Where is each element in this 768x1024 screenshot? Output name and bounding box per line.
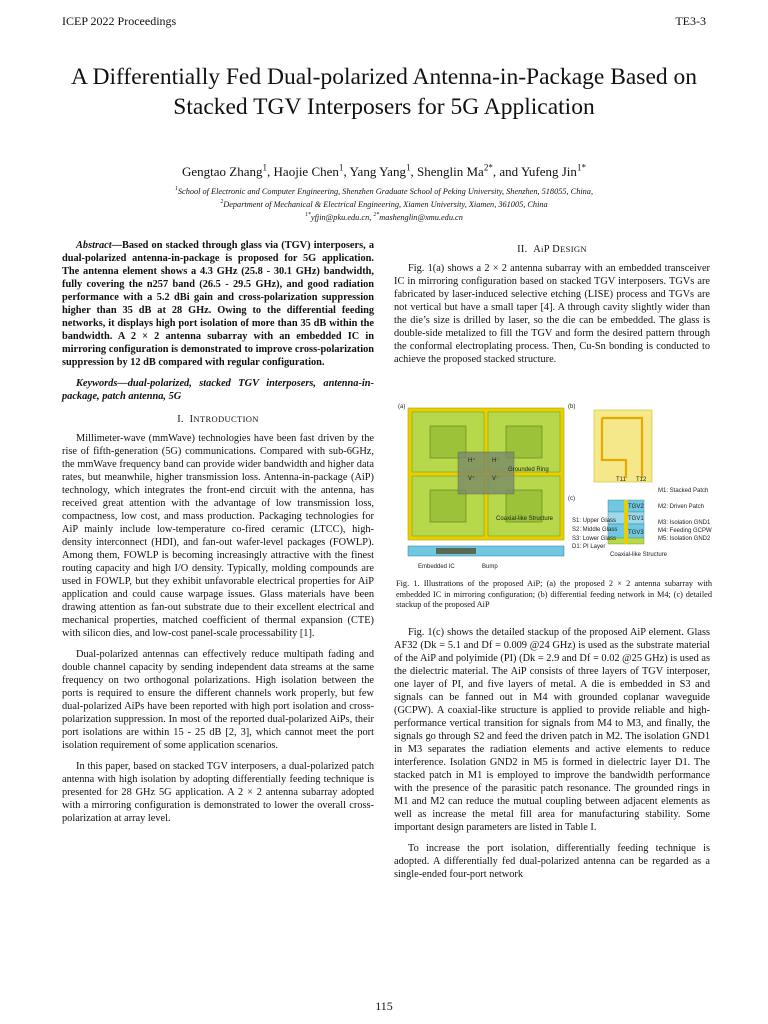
svg-text:V⁺: V⁺ (468, 476, 476, 482)
left-column (62, 239, 374, 833)
embedded-ic-label: Embedded IC (418, 564, 455, 570)
svg-text:M3: Isolation GND1: M3: Isolation GND1 (658, 520, 711, 526)
svg-text:M4: Feeding GCPW: M4: Feeding GCPW (658, 528, 712, 534)
running-header (62, 14, 706, 30)
paragraph: In this paper, based on stacked TGV interposers, a dual-polarized patch antenna with high isolation by adopting differentially feeding technique is presented for 28 GHz 5G application. A 2 × 2 antenna subarray adopted with a mirroring configuration is demonstrated to lower the overall cross-polarization at array level. (62, 761, 374, 824)
section-heading-introduction: I. INTRODUCTION (177, 414, 259, 425)
author: Haojie Chen (273, 164, 339, 179)
svg-text:D1: PI Layer: D1: PI Layer (572, 544, 606, 550)
port-label: T11 (616, 477, 626, 483)
cross-section-strip (408, 546, 564, 556)
paragraph: Fig. 1(c) shows the detailed stackup of the proposed AiP element. Glass AF32 (Dk = 5.1 and Df = 0.009 @24 GHz) is used as the substrate material of the AiP and polyimide (PI) (Dk = 2.9 and Df = 0.02 @25 GHz) is used as the dielectric material. The AiP consists of three layers of TGV interposer, one layer of PI, and five layers of metal. A die is embedded in S3 and signals can be fanned out in M4 with grounded coplanar waveguide (GCPW). A coaxial-like structure is applied to provide reliable and high-performance vertical transition for signals from M4 to M3, and finally, the signals go through S2 and feed the driven patch in M2. The isolation GND1 in M3 separates the radiation elements and active elements to reduce interference. Isolation GND2 in M5 is formed in dielectric layer D1. The stacked patch in M1 is employed to improve the bandwidth performance with the presence of the parasitic patch resonance. The grounded rings in M1 and M2 can reduce the mutual coupling between adjacent elements as well as increase the metal fill area for manufacturing stability. Some important design parameters are listed in Table I. (394, 627, 710, 833)
right-column-bottom (394, 626, 710, 889)
figure-1 (396, 400, 712, 574)
email-link[interactable]: mashenglin@xmu.edu.cn (379, 213, 463, 222)
page-number: 115 (375, 999, 393, 1013)
author-list: Gengtao Zhang$^1$, Haojie Chen$^1$, Yang Yang$^1$, Shenglin $Ma^{2*}$, and Yufeng Jin$^{1*}$ (181, 162, 587, 179)
stackup-panel (572, 488, 712, 558)
affiliation-1: $^1$School of Electronic and Computer Engineering, Shenzhen Graduate School of Peking University, Shenzhen, 518055, China, (174, 186, 594, 196)
proceedings-name: ICEP 2022 Proceedings (62, 14, 177, 28)
right-column-top (394, 239, 710, 374)
author: Shenglin Ma (417, 164, 484, 179)
coaxial-label: Coaxial-like Structure (496, 516, 554, 522)
svg-text:H⁻: H⁻ (492, 458, 500, 464)
author: Yang Yang (349, 164, 406, 179)
svg-text:H⁺: H⁺ (468, 458, 476, 464)
ic-cross-section (436, 548, 476, 554)
author: Yufeng Jin (520, 164, 577, 179)
paper-title: A Differentially Fed Dual-polarized Antenna-in-Package Based on Stacked TGV Interposers for 5G Application (70, 64, 698, 120)
svg-text:S1: Upper Glass: S1: Upper Glass (572, 518, 617, 524)
port-label: T12 (636, 477, 647, 483)
svg-text:V⁻: V⁻ (492, 476, 500, 482)
panel-label-b: (b) (568, 404, 576, 410)
svg-text:TGV1: TGV1 (628, 516, 644, 522)
paragraph: Fig. 1(a) shows a 2 × 2 antenna subarray with an embedded transceiver IC in mirroring configuration based on stacked TGV interposers. TGVs are fabricated by laser-induced selective etching (LISE) process and TGVs are not vertical but have a small taper [4]. A through cavity slightly wider than the die’s size is drilled by laser, so the die can be embedded. The glass is double-side metalized to fill the TGV and form the desired pattern through the conformal electroplating process. Then, Cu-Sn bonding is conducted to achieve the proposed stacked structure. (394, 263, 710, 365)
paragraph: Millimeter-wave (mmWave) technologies have been fast driven by the rise of fifth-generation (5G) communications. Compared with sub-6GHz, the mmWave frequency band can provide wider bandwidth and higher data rates, but meanwhile, higher transmission loss. Antenna-in-package (AiP) technology, which integrates the front-end circuit with the antenna, has received great attention with the advantage of low transmission loss, compactness, low cost, and mass production. Packaging technologies for AiP mainly include low-temperature co-fired ceramic (LTCC), high-density interconnect (HDI), and fan-out wafer-level packages (FOWLP). Among them, FOWLP is becoming increasingly attractive with the finest routing capacity and high I/O density. Typically, molding compounds are used in FOWLP, but they exhibit unfavorable electrical properties for AiP application and could cause warpage issues. Glass materials have been drawing attention as fan-out substrate due to their excellent electrical and mechanical properties, matched coefficient of thermal expansion (CTE) with silicon dies, and low-cost panel-scale processability [1]. (62, 433, 374, 639)
svg-text:M1: Stacked Patch: M1: Stacked Patch (658, 488, 709, 494)
patch (430, 490, 466, 522)
abstract: Abstract—Based on stacked through glass via (TGV) interposers, a dual-polarized antenna-in-package is proposed for 5G application. The antenna element shows a 4.3 GHz (25.8 - 30.1 GHz) bandwidth, fully covering the n257 band (26.5 - 29.5 GHz), and good radiation performance with a 5.2 dBi gain and cross-polarization suppression higher than 35 dB at 28 GHz. Owing to the differential feeding networks, it displays high port isolation of more than 35 dB within the bandwidth. A 2 × 2 antenna subarray with an embedded IC in mirroring configuration is demonstrated to improve cross-polarization suppression by 12 dB compared with regular configuration. (62, 240, 374, 368)
feeding-network-panel (594, 410, 652, 483)
svg-text:M5: Isolation GND2: M5: Isolation GND2 (658, 536, 711, 542)
email-link[interactable]: yfjin@pku.edu.cn (310, 213, 370, 222)
paragraph: To increase the port isolation, differentially feeding technique is adopted. A differentially fed dual-polarized antenna can be regarded as a single-ended four-port network (394, 843, 710, 880)
embedded-ic (458, 452, 514, 494)
antenna-array-panel (408, 408, 564, 570)
paragraph: Dual-polarized antennas can effectively reduce multipath fading and double channel capacity by sending independent data streams at the same frequency on two orthogonal polarizations. High isolation between the ports is required to ensure the different channels work properly, but few dual-polarized AiPs have been reported with high port isolation and cross-polarization suppression. In most of the reported dual-polarized AiPs, their port isolations are within 15 - 25 dB [2, 3], which cannot meet the port isolation requirement of some application scenarios. (62, 649, 374, 751)
svg-text:M2: Driven Patch: M2: Driven Patch (658, 504, 705, 510)
affiliation-2: $^2$Department of Mechanical & Electrical Engineering, Xiamen University, Xiamen, 361005, China (220, 199, 548, 209)
author-emails: $^{1*}$yfjin@pku.edu.cn, $^{2*}$mashenglin@xmu.edu.cn (305, 212, 463, 222)
svg-text:S3: Lower Glass: S3: Lower Glass (572, 536, 617, 542)
svg-text:TGV3: TGV3 (628, 530, 644, 536)
svg-text:Coaxial-like Structure: Coaxial-like Structure (610, 552, 668, 558)
panel-label-c: (c) (568, 496, 575, 502)
panel-label-a: (a) (398, 404, 406, 410)
figure-caption: Fig. 1. Illustrations of the proposed AiP; (a) the proposed 2 × 2 antenna subarray with embedded IC in mirroring configuration; (b) differential feeding network in M4; (c) detailed stackup of the proposed AiP (396, 579, 712, 609)
section-heading-design: II. AiP DESIGN (517, 244, 587, 255)
grounded-ring-label: Grounded Ring (508, 467, 549, 473)
author: Gengtao Zhang (181, 164, 263, 179)
bump-label: Bump (482, 564, 498, 570)
svg-text:S2: Middle Glass: S2: Middle Glass (572, 527, 618, 533)
paper-code: TE3-3 (675, 14, 706, 28)
keywords: Keywords—dual-polarized, stacked TGV interposers, antenna-in-package, patch antenna, 5G (62, 378, 374, 402)
svg-text:TGV2: TGV2 (628, 504, 644, 510)
